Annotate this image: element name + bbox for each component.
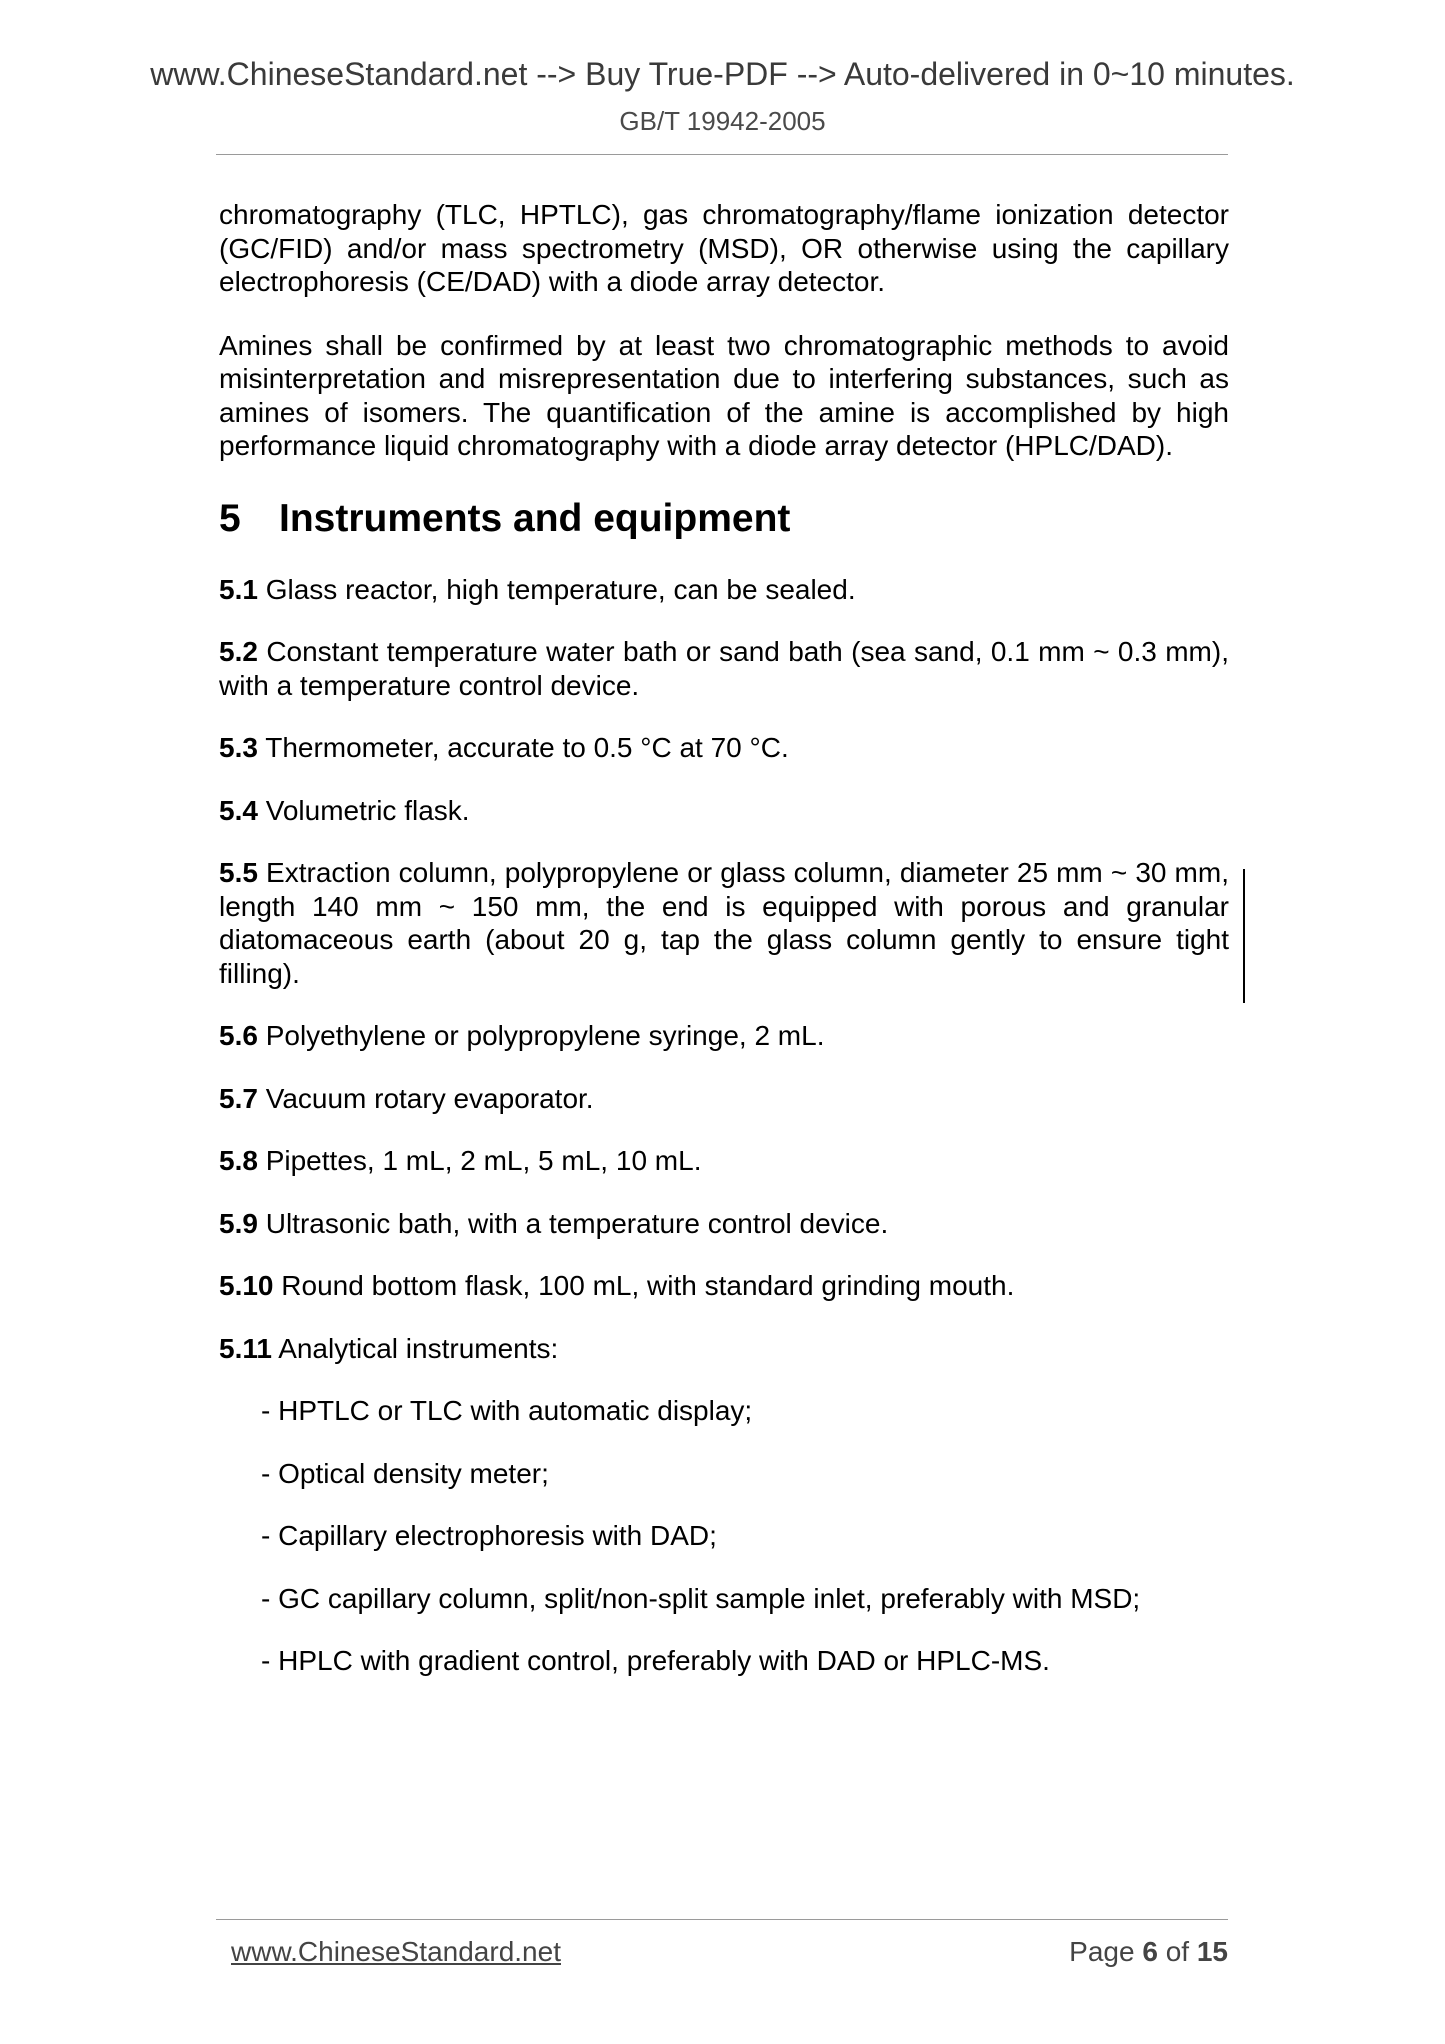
list-item <box>219 1082 1229 1116</box>
item-text: Pipettes, 1 mL, 2 mL, 5 mL, 10 mL. <box>257 1145 702 1176</box>
page-of-label: of <box>1157 1936 1197 1967</box>
item-text: Ultrasonic bath, with a temperature control device. <box>257 1207 889 1239</box>
list-item <box>219 573 1229 607</box>
section-number: 5 <box>219 496 241 540</box>
sub-list-item: - HPLC with gradient control, preferably with DAD or HPLC-MS. <box>261 1645 1050 1676</box>
list-item <box>219 1019 1229 1053</box>
item-number: 5.5 <box>219 857 258 888</box>
list-item <box>219 1207 1229 1241</box>
item-number: 5.7 <box>219 1082 258 1114</box>
header-divider <box>216 154 1228 155</box>
list-item <box>219 1144 1229 1178</box>
item-text: Vacuum rotary evaporator. <box>257 1082 594 1114</box>
item-number: 5.10 <box>219 1270 274 1301</box>
page-indicator <box>1069 1936 1228 1968</box>
item-number: 5.1 <box>219 573 258 605</box>
item-text: Glass reactor, high temperature, can be sealed. <box>257 573 856 605</box>
total-pages-number: 15 <box>1196 1936 1228 1967</box>
item-number: 5.3 <box>219 732 258 763</box>
page-prefix: Page <box>1069 1936 1143 1967</box>
sub-list-item: - Capillary electrophoresis with DAD; <box>261 1520 717 1551</box>
list-item <box>219 635 1229 702</box>
item-text: Thermometer, accurate to 0.5 °C at 70 °C. <box>257 732 789 763</box>
item-text: Round bottom flask, 100 mL, with standard grinding mouth. <box>273 1270 1015 1301</box>
sub-list-item: - HPTLC or TLC with automatic display; <box>261 1395 753 1426</box>
document-body <box>219 198 1229 1707</box>
current-page-number: 6 <box>1142 1936 1158 1967</box>
standard-number: GB/T 19942-2005 <box>619 106 826 136</box>
list-item <box>219 856 1229 990</box>
item-number: 5.9 <box>219 1207 258 1239</box>
list-item <box>219 1332 1229 1366</box>
item-number: 5.11 <box>219 1332 272 1364</box>
item-text: Constant temperature water bath or sand bath (sea sand, 0.1 mm ~ 0.3 mm), with a temperature control device. <box>219 636 1229 701</box>
paragraph: Amines shall be confirmed by at least two chromatographic methods to avoid misinterpretation and misrepresentation due to interfering substances, such as amines of isomers. The quantification of the amine is accomplished by high performance liquid chromatography with a diode array detector (HPLC/DAD). <box>219 329 1229 461</box>
footer-website-link[interactable]: www.ChineseStandard.net <box>231 1936 561 1967</box>
revision-change-bar <box>1243 869 1245 1003</box>
section-heading <box>219 497 1229 541</box>
item-number: 5.2 <box>219 636 258 667</box>
item-number: 5.4 <box>219 794 258 826</box>
list-item <box>219 731 1229 765</box>
item-text: Polyethylene or polypropylene syringe, 2 mL. <box>257 1020 825 1051</box>
header-banner: www.ChineseStandard.net --> Buy True-PDF --> Auto-delivered in 0~10 minutes. <box>150 56 1295 92</box>
section-title: Instruments and equipment <box>279 496 791 540</box>
item-number: 5.8 <box>219 1145 258 1176</box>
item-number: 5.6 <box>219 1020 258 1051</box>
list-item <box>219 1269 1229 1303</box>
footer-divider <box>216 1919 1228 1920</box>
list-item <box>219 794 1229 828</box>
item-text: Volumetric flask. <box>257 794 470 826</box>
paragraph: chromatography (TLC, HPTLC), gas chromatography/flame ionization detector (GC/FID) and/or mass spectrometry (MSD), OR otherwise using the capillary electrophoresis (CE/DAD) with a diode array detector. <box>219 199 1229 297</box>
sub-list-item: - GC capillary column, split/non-split sample inlet, preferably with MSD; <box>261 1582 1141 1614</box>
item-text: Extraction column, polypropylene or glass column, diameter 25 mm ~ 30 mm, length 140 mm ~ 150 mm, the end is equipped with porous and granular diatomaceous earth (about 20 g, tap the glass column gently to ensure tight filling). <box>219 857 1229 989</box>
item-text: Analytical instruments: <box>271 1332 559 1364</box>
sub-list-item: - Optical density meter; <box>261 1457 549 1489</box>
